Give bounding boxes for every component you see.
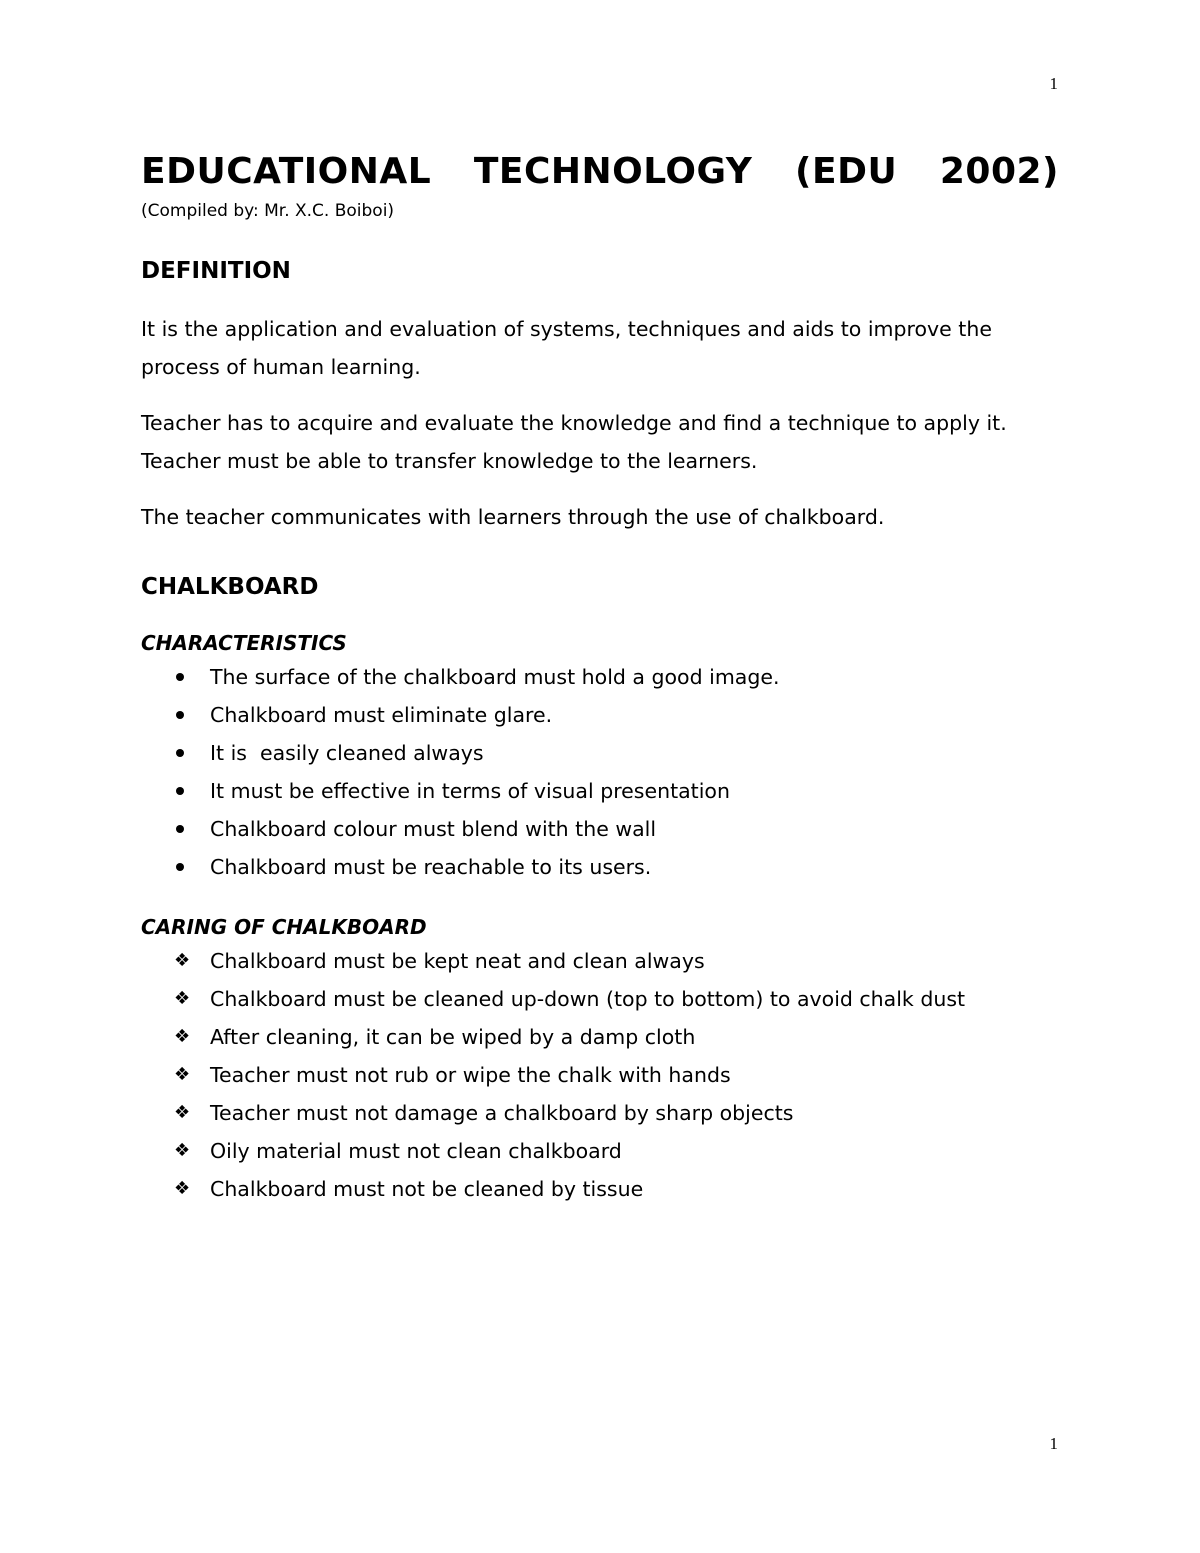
list-item-text: Teacher must not damage a chalkboard by sharp objects (210, 1101, 794, 1125)
list-item (141, 772, 1059, 810)
list-item (141, 810, 1059, 848)
document-body (141, 148, 1059, 1208)
list-item (141, 1170, 1059, 1208)
list-item-text: The surface of the chalkboard must hold a good image. (210, 665, 780, 689)
list-item-text: After cleaning, it can be wiped by a damp cloth (210, 1025, 696, 1049)
list-item-text: Teacher must not rub or wipe the chalk with hands (210, 1063, 731, 1087)
list-item (141, 658, 1059, 696)
definition-heading: DEFINITION (141, 258, 291, 284)
list-item (141, 942, 1059, 980)
list-item-text: Chalkboard must not be cleaned by tissue (210, 1177, 644, 1201)
four-diamond-bullet-icon: ❖ (174, 988, 191, 1009)
caring-list (141, 942, 1059, 1208)
list-item-text: Chalkboard must eliminate glare. (210, 703, 553, 727)
page-number-bottom: 1 (1049, 1434, 1058, 1453)
four-diamond-bullet-icon: ❖ (174, 1026, 191, 1047)
list-item (141, 696, 1059, 734)
four-diamond-bullet-icon: ❖ (174, 1140, 191, 1161)
list-item (141, 848, 1059, 886)
list-item-text: Oily material must not clean chalkboard (210, 1139, 622, 1163)
four-diamond-bullet-icon: ❖ (174, 950, 191, 971)
four-diamond-bullet-icon: ❖ (174, 1064, 191, 1085)
page-number-top: 1 (1049, 74, 1058, 93)
definition-paragraph-2: Teacher has to acquire and evaluate the knowledge and find a technique to apply it. Teacher must be able to transfer knowledge to the learners. (141, 411, 1007, 473)
characteristics-heading: CHARACTERISTICS (141, 631, 347, 655)
caring-heading: CARING OF CHALKBOARD (141, 915, 427, 939)
list-item-text: It must be effective in terms of visual presentation (210, 779, 730, 803)
document-title: EDUCATIONAL TECHNOLOGY (EDU 2002) (141, 151, 1059, 192)
list-item (141, 1132, 1059, 1170)
list-item (141, 1056, 1059, 1094)
characteristics-list (141, 658, 1059, 886)
compiled-by: (Compiled by: Mr. X.C. Boiboi) (141, 201, 395, 221)
list-item (141, 1094, 1059, 1132)
list-item-text: It is easily cleaned always (210, 741, 484, 765)
list-item (141, 734, 1059, 772)
definition-paragraph-1: It is the application and evaluation of systems, techniques and aids to improve the process of human learning. (141, 317, 992, 379)
list-item-text: Chalkboard must be kept neat and clean always (210, 949, 705, 973)
four-diamond-bullet-icon: ❖ (174, 1102, 191, 1123)
four-diamond-bullet-icon: ❖ (174, 1178, 191, 1199)
list-item (141, 980, 1059, 1018)
list-item-text: Chalkboard colour must blend with the wall (210, 817, 657, 841)
definition-paragraph-3: The teacher communicates with learners through the use of chalkboard. (141, 505, 885, 529)
list-item (141, 1018, 1059, 1056)
list-item-text: Chalkboard must be reachable to its users. (210, 855, 652, 879)
chalkboard-heading: CHALKBOARD (141, 574, 319, 600)
list-item-text: Chalkboard must be cleaned up-down (top to bottom) to avoid chalk dust (210, 987, 966, 1011)
